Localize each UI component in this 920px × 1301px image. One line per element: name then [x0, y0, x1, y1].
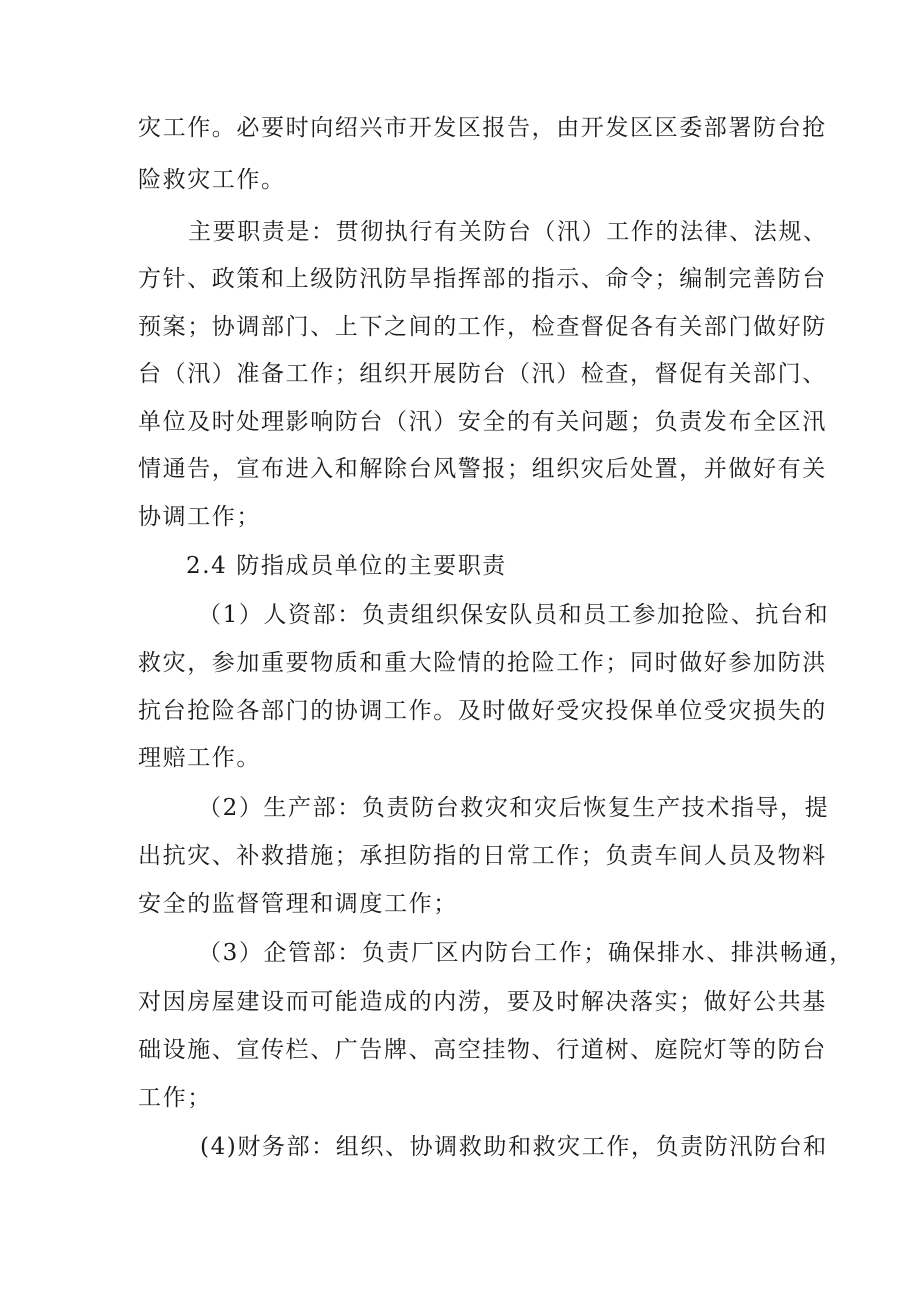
section-heading: 2.4 防指成员单位的主要职责 [186, 553, 507, 579]
text-line-18: （3）企管部：负责厂区内防台工作；确保排水、排洪畅通， [198, 940, 854, 966]
text-line-7: 单位及时处理影响防台（汛）安全的有关问题；负责发布全区汛 [138, 409, 827, 435]
text-line-13: 抗台抢险各部门的协调工作。及时做好受灾投保单位受灾损失的 [138, 698, 827, 724]
text-line-5: 预案；协调部门、上下之间的工作，检查督促各有关部门做好防 [138, 314, 827, 340]
text-line-12: 救灾，参加重要物质和重大险情的抢险工作；同时做好参加防洪 [138, 650, 827, 676]
text-line-9: 协调工作； [138, 504, 261, 530]
text-line-17: 安全的监督管理和调度工作； [138, 891, 458, 917]
text-line-11: （1）人资部：负责组织保安队员和员工参加抢险、抗台和 [198, 602, 830, 628]
text-line-21: 工作； [138, 1085, 212, 1111]
text-line-8: 情通告，宣布进入和解除台风警报；组织灾后处置，并做好有关 [138, 456, 827, 482]
text-line-19: 对因房屋建设而可能造成的内涝，要及时解决落实；做好公共基 [138, 989, 827, 1015]
text-line-16: 出抗灾、补救措施；承担防指的日常工作；负责车间人员及物料 [138, 843, 827, 869]
text-line-15: （2）生产部：负责防台救灾和灾后恢复生产技术指导，提 [198, 795, 830, 821]
text-line-4: 方针、政策和上级防汛防旱指挥部的指示、命令；编制完善防台 [138, 266, 827, 292]
text-line-1: 灾工作。必要时向绍兴市开发区报告，由开发区区委部署防台抢 [138, 115, 827, 141]
text-line-14: 理赔工作。 [138, 745, 261, 771]
text-line-3: 主要职责是：贯彻执行有关防台（汛）工作的法律、法规、 [188, 219, 828, 245]
text-line-2: 险救灾工作。 [138, 167, 286, 193]
text-line-6: 台（汛）准备工作；组织开展防台（汛）检查，督促有关部门、 [138, 361, 827, 387]
text-line-22: (4)财务部：组织、协调救助和救灾工作，负责防汛防台和 [200, 1134, 828, 1160]
text-line-20: 础设施、宣传栏、广告牌、高空挂物、行道树、庭院灯等的防台 [138, 1037, 827, 1063]
